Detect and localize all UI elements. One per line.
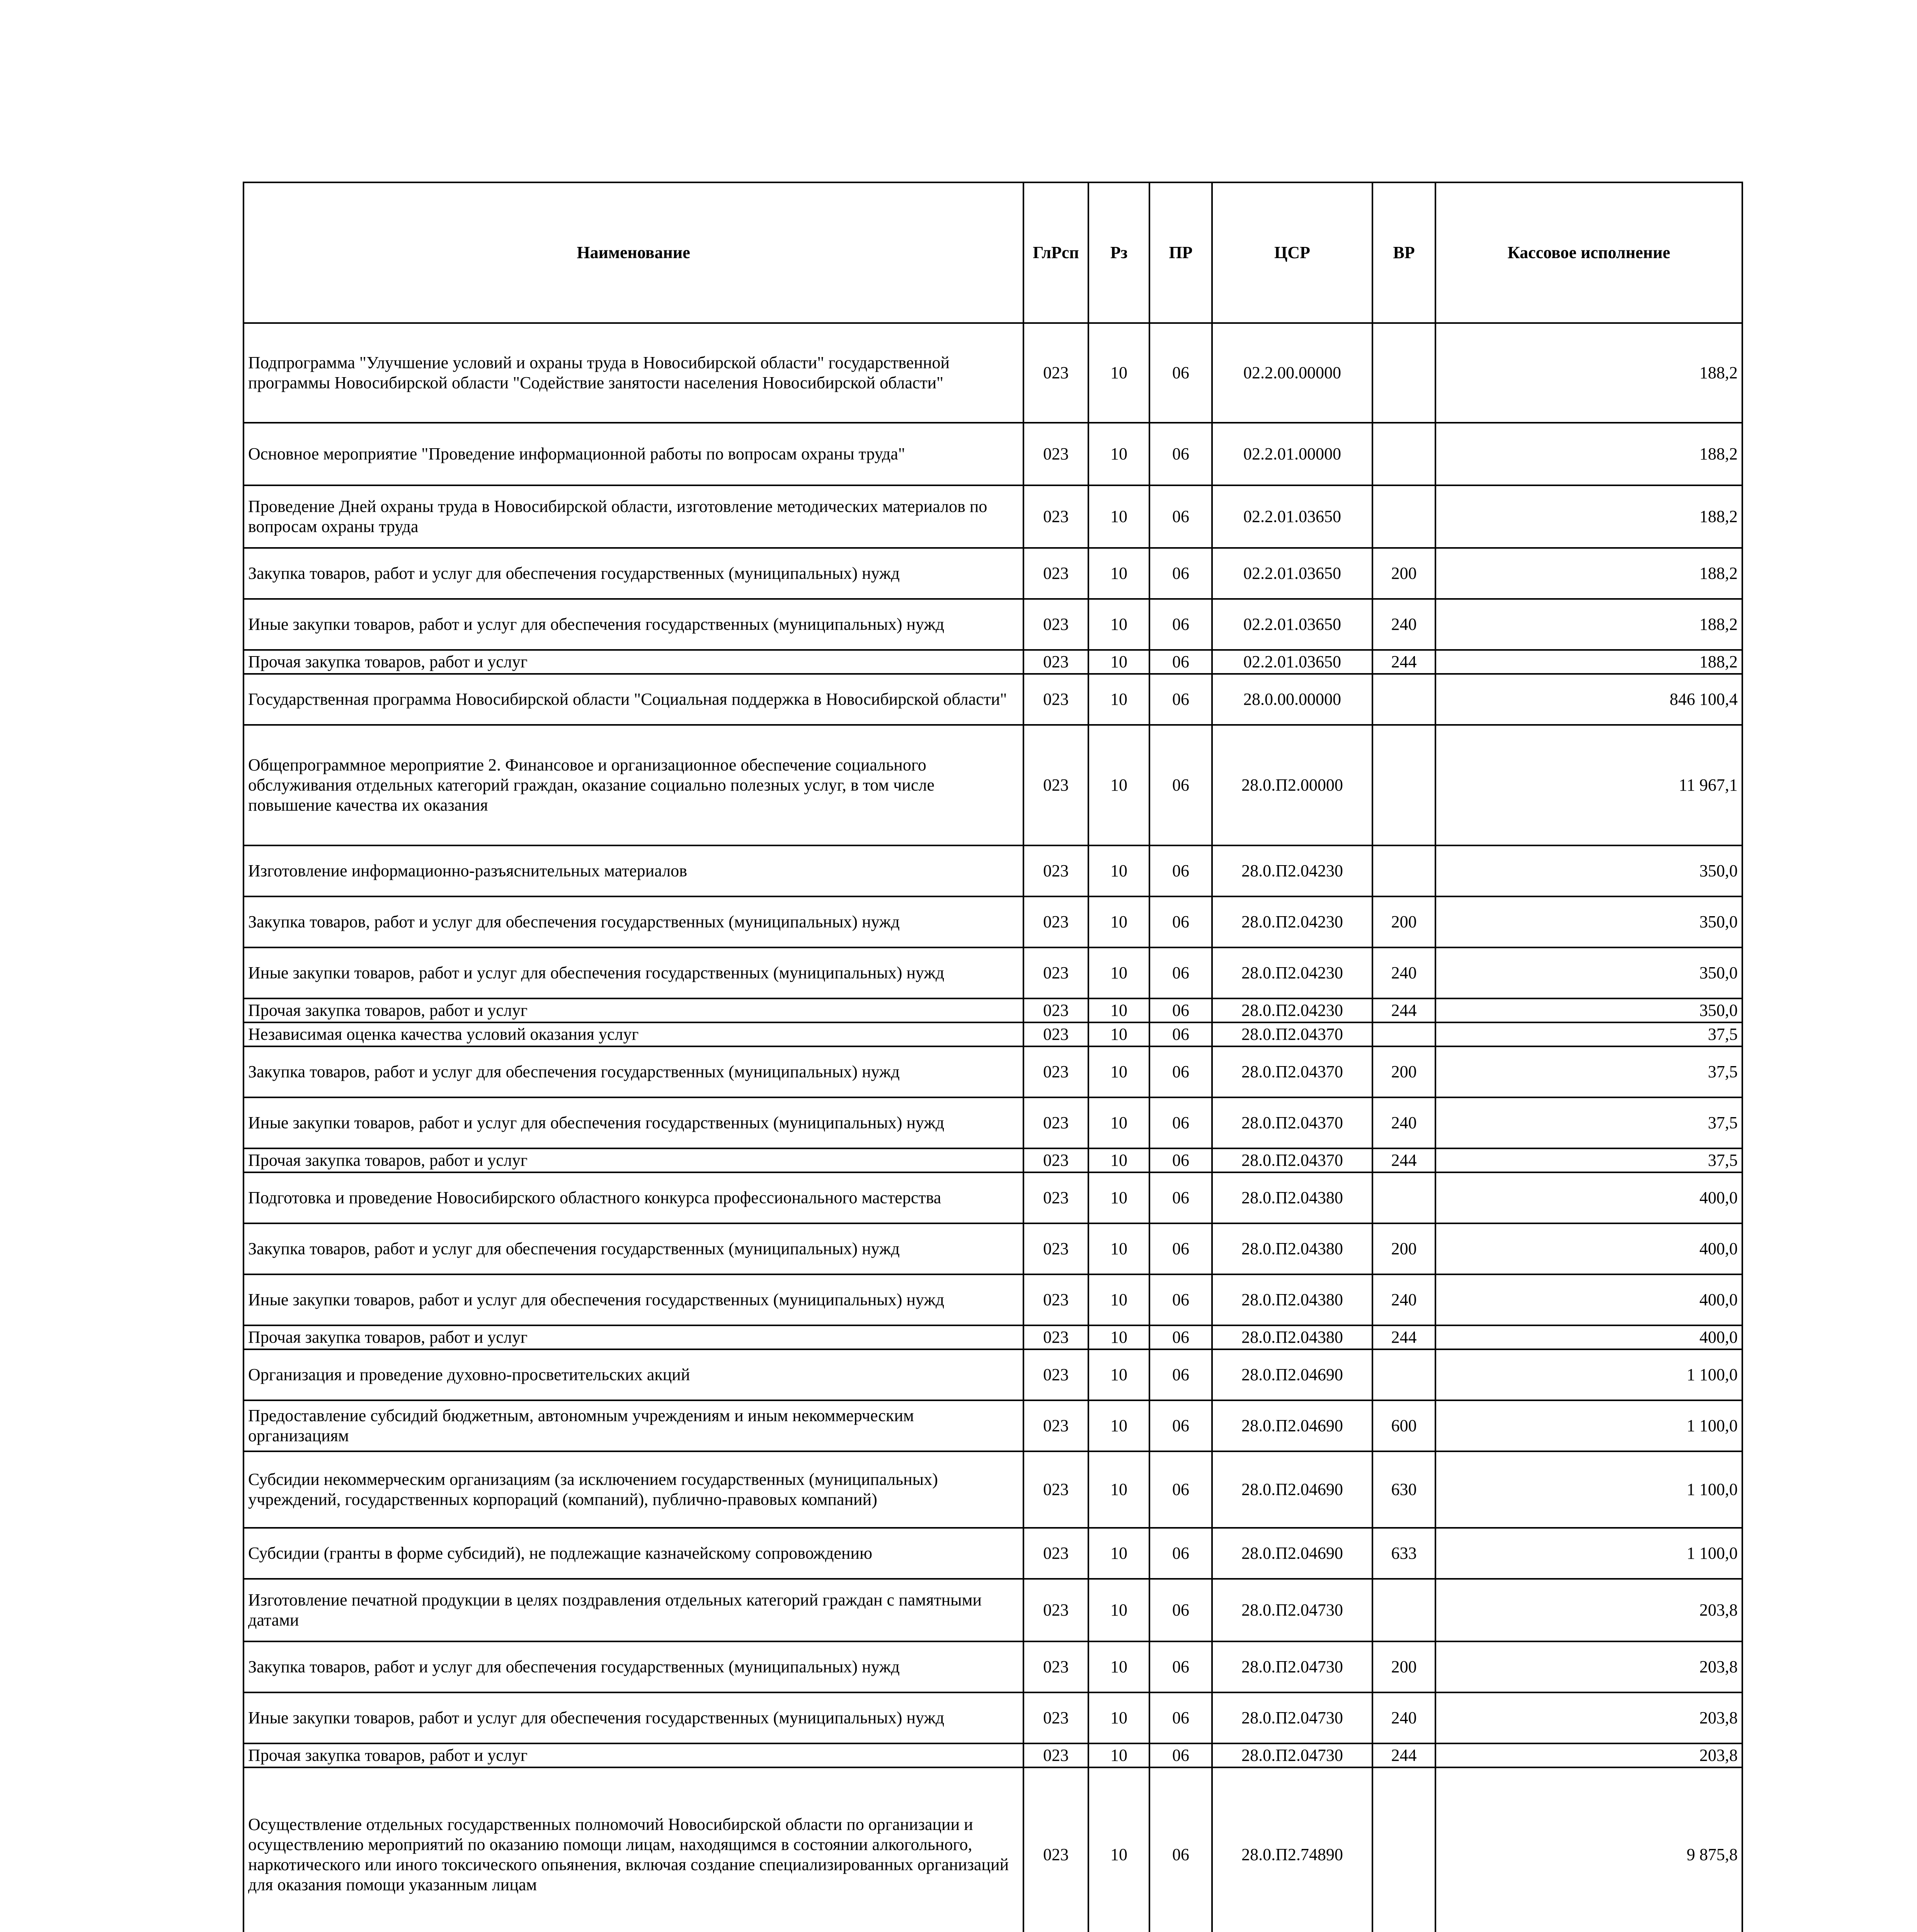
cell-vr: 244	[1372, 998, 1435, 1022]
cell-pr: 06	[1149, 423, 1212, 485]
cell-csr: 28.0.П2.04380	[1212, 1223, 1372, 1274]
cell-vr	[1372, 1022, 1435, 1046]
cell-amount: 350,0	[1435, 998, 1742, 1022]
budget-execution-table	[243, 182, 1743, 1932]
cell-csr: 28.0.П2.04730	[1212, 1743, 1372, 1767]
cell-csr: 02.2.01.03650	[1212, 485, 1372, 548]
cell-rz: 10	[1088, 998, 1149, 1022]
table-row	[243, 1743, 1742, 1767]
cell-vr	[1372, 423, 1435, 485]
cell-amount: 37,5	[1435, 1022, 1742, 1046]
cell-pr: 06	[1149, 548, 1212, 599]
cell-csr: 02.2.00.00000	[1212, 323, 1372, 423]
cell-glrsp: 023	[1023, 1022, 1088, 1046]
cell-vr: 200	[1372, 1223, 1435, 1274]
cell-glrsp: 023	[1023, 1692, 1088, 1743]
cell-name: Подпрограмма "Улучшение условий и охраны труда в Новосибирской области" государственной программы Новосибирской области "Содействие занятости населения Новосибирской области"	[243, 323, 1023, 423]
cell-vr: 240	[1372, 599, 1435, 650]
cell-glrsp: 023	[1023, 1097, 1088, 1148]
cell-amount: 400,0	[1435, 1223, 1742, 1274]
table-row	[243, 548, 1742, 599]
cell-rz: 10	[1088, 1223, 1149, 1274]
cell-rz: 10	[1088, 674, 1149, 725]
cell-glrsp: 023	[1023, 1046, 1088, 1097]
cell-glrsp: 023	[1023, 599, 1088, 650]
cell-vr: 244	[1372, 1148, 1435, 1172]
cell-csr: 28.0.П2.04380	[1212, 1274, 1372, 1325]
table-row	[243, 1022, 1742, 1046]
table-row	[243, 323, 1742, 423]
cell-pr: 06	[1149, 947, 1212, 998]
table-row	[243, 845, 1742, 896]
cell-rz: 10	[1088, 1172, 1149, 1223]
cell-csr: 28.0.П2.04370	[1212, 1046, 1372, 1097]
cell-csr: 28.0.П2.04690	[1212, 1400, 1372, 1451]
cell-pr: 06	[1149, 1349, 1212, 1400]
cell-glrsp: 023	[1023, 548, 1088, 599]
cell-name: Субсидии некоммерческим организациям (за исключением государственных (муниципальных) учреждений, государственных корпораций (компаний), публично-правовых компаний)	[243, 1451, 1023, 1528]
table-row	[243, 674, 1742, 725]
cell-glrsp: 023	[1023, 1349, 1088, 1400]
cell-name: Закупка товаров, работ и услуг для обеспечения государственных (муниципальных) нужд	[243, 1223, 1023, 1274]
cell-pr: 06	[1149, 1148, 1212, 1172]
cell-pr: 06	[1149, 1528, 1212, 1579]
table-row	[243, 650, 1742, 674]
table-row	[243, 896, 1742, 947]
cell-rz: 10	[1088, 1692, 1149, 1743]
cell-amount: 188,2	[1435, 650, 1742, 674]
cell-name: Изготовление печатной продукции в целях поздравления отдельных категорий граждан с памятными датами	[243, 1579, 1023, 1641]
cell-csr: 28.0.П2.04370	[1212, 1022, 1372, 1046]
table-row	[243, 1097, 1742, 1148]
cell-rz: 10	[1088, 1349, 1149, 1400]
cell-vr: 240	[1372, 1097, 1435, 1148]
cell-rz: 10	[1088, 548, 1149, 599]
cell-amount: 350,0	[1435, 896, 1742, 947]
cell-csr: 28.0.П2.74890	[1212, 1767, 1372, 1932]
cell-glrsp: 023	[1023, 1451, 1088, 1528]
cell-glrsp: 023	[1023, 1579, 1088, 1641]
cell-amount: 350,0	[1435, 947, 1742, 998]
cell-csr: 02.2.01.03650	[1212, 548, 1372, 599]
cell-amount: 203,8	[1435, 1579, 1742, 1641]
cell-pr: 06	[1149, 1451, 1212, 1528]
cell-glrsp: 023	[1023, 998, 1088, 1022]
cell-pr: 06	[1149, 485, 1212, 548]
cell-pr: 06	[1149, 1692, 1212, 1743]
table-header-row	[243, 182, 1742, 323]
cell-vr: 240	[1372, 1692, 1435, 1743]
cell-csr: 28.0.П2.04730	[1212, 1692, 1372, 1743]
cell-name: Закупка товаров, работ и услуг для обеспечения государственных (муниципальных) нужд	[243, 896, 1023, 947]
table-row	[243, 1400, 1742, 1451]
cell-vr: 600	[1372, 1400, 1435, 1451]
cell-amount: 1 100,0	[1435, 1528, 1742, 1579]
cell-glrsp: 023	[1023, 896, 1088, 947]
cell-rz: 10	[1088, 1579, 1149, 1641]
cell-amount: 350,0	[1435, 845, 1742, 896]
cell-csr: 02.2.01.03650	[1212, 599, 1372, 650]
cell-rz: 10	[1088, 947, 1149, 998]
cell-vr: 244	[1372, 650, 1435, 674]
cell-pr: 06	[1149, 1325, 1212, 1349]
cell-vr: 630	[1372, 1451, 1435, 1528]
cell-vr	[1372, 725, 1435, 845]
cell-vr: 240	[1372, 1274, 1435, 1325]
cell-glrsp: 023	[1023, 1223, 1088, 1274]
cell-csr: 28.0.П2.04690	[1212, 1528, 1372, 1579]
cell-name: Осуществление отдельных государственных полномочий Новосибирской области по организации и осуществлению мероприятий по оказанию помощи лицам, находящимся в состоянии алкогольного, наркотического или иного токсического опьянения, включая создание специализированных организаций для оказания помощи указанным лицам	[243, 1767, 1023, 1932]
cell-rz: 10	[1088, 423, 1149, 485]
cell-pr: 06	[1149, 1022, 1212, 1046]
cell-csr: 28.0.П2.04380	[1212, 1172, 1372, 1223]
cell-pr: 06	[1149, 896, 1212, 947]
table-row	[243, 1579, 1742, 1641]
table-row	[243, 1349, 1742, 1400]
cell-csr: 28.0.П2.04230	[1212, 896, 1372, 947]
cell-name: Изготовление информационно-разъяснительных материалов	[243, 845, 1023, 896]
cell-glrsp: 023	[1023, 1172, 1088, 1223]
cell-csr: 28.0.П2.04690	[1212, 1349, 1372, 1400]
cell-amount: 188,2	[1435, 548, 1742, 599]
cell-vr	[1372, 1172, 1435, 1223]
cell-csr: 28.0.П2.04380	[1212, 1325, 1372, 1349]
cell-rz: 10	[1088, 1767, 1149, 1932]
cell-pr: 06	[1149, 599, 1212, 650]
header-vr: ВР	[1372, 182, 1435, 323]
cell-rz: 10	[1088, 1528, 1149, 1579]
cell-csr: 28.0.П2.04370	[1212, 1097, 1372, 1148]
cell-rz: 10	[1088, 1400, 1149, 1451]
cell-name: Проведение Дней охраны труда в Новосибирской области, изготовление методических материалов по вопросам охраны труда	[243, 485, 1023, 548]
cell-pr: 06	[1149, 674, 1212, 725]
table-row	[243, 1046, 1742, 1097]
cell-name: Иные закупки товаров, работ и услуг для обеспечения государственных (муниципальных) нужд	[243, 1692, 1023, 1743]
cell-rz: 10	[1088, 1046, 1149, 1097]
table-row	[243, 1172, 1742, 1223]
table-row	[243, 1274, 1742, 1325]
cell-name: Субсидии (гранты в форме субсидий), не подлежащие казначейскому сопровождению	[243, 1528, 1023, 1579]
cell-name: Организация и проведение духовно-просветительских акций	[243, 1349, 1023, 1400]
cell-name: Основное мероприятие "Проведение информационной работы по вопросам охраны труда"	[243, 423, 1023, 485]
table-row	[243, 1148, 1742, 1172]
header-name: Наименование	[243, 182, 1023, 323]
cell-amount: 9 875,8	[1435, 1767, 1742, 1932]
cell-glrsp: 023	[1023, 674, 1088, 725]
cell-rz: 10	[1088, 1274, 1149, 1325]
cell-vr: 240	[1372, 947, 1435, 998]
cell-rz: 10	[1088, 1451, 1149, 1528]
cell-name: Общепрограммное мероприятие 2. Финансовое и организационное обеспечение социального обслуживания отдельных категорий граждан, оказание социально полезных услуг, в том числе повышение качества их оказания	[243, 725, 1023, 845]
cell-name: Предоставление субсидий бюджетным, автономным учреждениям и иным некоммерческим организациям	[243, 1400, 1023, 1451]
cell-glrsp: 023	[1023, 1743, 1088, 1767]
cell-amount: 203,8	[1435, 1641, 1742, 1692]
cell-rz: 10	[1088, 323, 1149, 423]
cell-pr: 06	[1149, 725, 1212, 845]
cell-vr: 200	[1372, 548, 1435, 599]
cell-vr	[1372, 323, 1435, 423]
table-row	[243, 423, 1742, 485]
cell-name: Иные закупки товаров, работ и услуг для обеспечения государственных (муниципальных) нужд	[243, 1097, 1023, 1148]
header-rz: Рз	[1088, 182, 1149, 323]
header-glrsp: ГлРсп	[1023, 182, 1088, 323]
cell-csr: 28.0.П2.04690	[1212, 1451, 1372, 1528]
cell-amount: 188,2	[1435, 599, 1742, 650]
cell-glrsp: 023	[1023, 1148, 1088, 1172]
table-row	[243, 485, 1742, 548]
cell-pr: 06	[1149, 1767, 1212, 1932]
cell-rz: 10	[1088, 1097, 1149, 1148]
cell-glrsp: 023	[1023, 650, 1088, 674]
table-row	[243, 1692, 1742, 1743]
cell-rz: 10	[1088, 845, 1149, 896]
table-body	[243, 323, 1742, 1932]
cell-glrsp: 023	[1023, 1528, 1088, 1579]
cell-amount: 188,2	[1435, 485, 1742, 548]
cell-csr: 28.0.П2.04370	[1212, 1148, 1372, 1172]
cell-pr: 06	[1149, 1641, 1212, 1692]
cell-csr: 28.0.П2.04230	[1212, 845, 1372, 896]
cell-rz: 10	[1088, 650, 1149, 674]
cell-rz: 10	[1088, 1641, 1149, 1692]
table-row	[243, 998, 1742, 1022]
cell-rz: 10	[1088, 1743, 1149, 1767]
cell-amount: 1 100,0	[1435, 1349, 1742, 1400]
cell-vr: 244	[1372, 1325, 1435, 1349]
cell-vr: 633	[1372, 1528, 1435, 1579]
cell-glrsp: 023	[1023, 1400, 1088, 1451]
cell-vr: 244	[1372, 1743, 1435, 1767]
table-row	[243, 1451, 1742, 1528]
cell-glrsp: 023	[1023, 845, 1088, 896]
cell-amount: 188,2	[1435, 323, 1742, 423]
table-row	[243, 1528, 1742, 1579]
cell-rz: 10	[1088, 896, 1149, 947]
header-amount: Кассовое исполнение	[1435, 182, 1742, 323]
cell-rz: 10	[1088, 1325, 1149, 1349]
cell-rz: 10	[1088, 485, 1149, 548]
cell-name: Иные закупки товаров, работ и услуг для обеспечения государственных (муниципальных) нужд	[243, 947, 1023, 998]
cell-glrsp: 023	[1023, 423, 1088, 485]
cell-name: Иные закупки товаров, работ и услуг для обеспечения государственных (муниципальных) нужд	[243, 1274, 1023, 1325]
cell-pr: 06	[1149, 1046, 1212, 1097]
cell-amount: 203,8	[1435, 1743, 1742, 1767]
cell-name: Прочая закупка товаров, работ и услуг	[243, 1325, 1023, 1349]
cell-csr: 28.0.П2.04230	[1212, 998, 1372, 1022]
header-csr: ЦСР	[1212, 182, 1372, 323]
cell-name: Закупка товаров, работ и услуг для обеспечения государственных (муниципальных) нужд	[243, 1046, 1023, 1097]
cell-pr: 06	[1149, 650, 1212, 674]
cell-rz: 10	[1088, 1022, 1149, 1046]
cell-pr: 06	[1149, 1743, 1212, 1767]
cell-vr	[1372, 1767, 1435, 1932]
cell-vr	[1372, 845, 1435, 896]
cell-amount: 188,2	[1435, 423, 1742, 485]
cell-rz: 10	[1088, 725, 1149, 845]
cell-name: Закупка товаров, работ и услуг для обеспечения государственных (муниципальных) нужд	[243, 548, 1023, 599]
cell-glrsp: 023	[1023, 485, 1088, 548]
cell-pr: 06	[1149, 1223, 1212, 1274]
cell-csr: 02.2.01.00000	[1212, 423, 1372, 485]
cell-csr: 28.0.П2.04730	[1212, 1641, 1372, 1692]
cell-amount: 37,5	[1435, 1148, 1742, 1172]
cell-pr: 06	[1149, 1579, 1212, 1641]
cell-amount: 1 100,0	[1435, 1451, 1742, 1528]
cell-vr	[1372, 1349, 1435, 1400]
cell-csr: 28.0.П2.00000	[1212, 725, 1372, 845]
cell-pr: 06	[1149, 845, 1212, 896]
cell-pr: 06	[1149, 323, 1212, 423]
cell-csr: 02.2.01.03650	[1212, 650, 1372, 674]
cell-pr: 06	[1149, 1097, 1212, 1148]
cell-amount: 400,0	[1435, 1172, 1742, 1223]
cell-amount: 11 967,1	[1435, 725, 1742, 845]
table-row	[243, 947, 1742, 998]
table-row	[243, 1223, 1742, 1274]
table-row	[243, 1767, 1742, 1932]
cell-vr	[1372, 674, 1435, 725]
cell-csr: 28.0.П2.04230	[1212, 947, 1372, 998]
cell-pr: 06	[1149, 1274, 1212, 1325]
cell-vr: 200	[1372, 1046, 1435, 1097]
cell-vr	[1372, 1579, 1435, 1641]
cell-amount: 400,0	[1435, 1274, 1742, 1325]
cell-glrsp: 023	[1023, 725, 1088, 845]
cell-vr: 200	[1372, 896, 1435, 947]
table-row	[243, 1325, 1742, 1349]
cell-name: Прочая закупка товаров, работ и услуг	[243, 998, 1023, 1022]
cell-name: Прочая закупка товаров, работ и услуг	[243, 650, 1023, 674]
cell-name: Прочая закупка товаров, работ и услуг	[243, 1743, 1023, 1767]
cell-amount: 1 100,0	[1435, 1400, 1742, 1451]
cell-glrsp: 023	[1023, 323, 1088, 423]
cell-glrsp: 023	[1023, 1325, 1088, 1349]
cell-name: Иные закупки товаров, работ и услуг для обеспечения государственных (муниципальных) нужд	[243, 599, 1023, 650]
cell-pr: 06	[1149, 1172, 1212, 1223]
cell-pr: 06	[1149, 1400, 1212, 1451]
cell-amount: 203,8	[1435, 1692, 1742, 1743]
cell-name: Подготовка и проведение Новосибирского областного конкурса профессионального мастерства	[243, 1172, 1023, 1223]
cell-amount: 400,0	[1435, 1325, 1742, 1349]
table-row	[243, 1641, 1742, 1692]
table-row	[243, 599, 1742, 650]
cell-rz: 10	[1088, 599, 1149, 650]
cell-rz: 10	[1088, 1148, 1149, 1172]
cell-glrsp: 023	[1023, 1641, 1088, 1692]
cell-amount: 37,5	[1435, 1046, 1742, 1097]
cell-name: Государственная программа Новосибирской области "Социальная поддержка в Новосибирской области"	[243, 674, 1023, 725]
cell-vr: 200	[1372, 1641, 1435, 1692]
cell-glrsp: 023	[1023, 947, 1088, 998]
header-pr: ПР	[1149, 182, 1212, 323]
cell-vr	[1372, 485, 1435, 548]
cell-name: Закупка товаров, работ и услуг для обеспечения государственных (муниципальных) нужд	[243, 1641, 1023, 1692]
cell-csr: 28.0.00.00000	[1212, 674, 1372, 725]
cell-name: Независимая оценка качества условий оказания услуг	[243, 1022, 1023, 1046]
cell-glrsp: 023	[1023, 1767, 1088, 1932]
table-row	[243, 725, 1742, 845]
cell-glrsp: 023	[1023, 1274, 1088, 1325]
cell-csr: 28.0.П2.04730	[1212, 1579, 1372, 1641]
cell-amount: 37,5	[1435, 1097, 1742, 1148]
cell-amount: 846 100,4	[1435, 674, 1742, 725]
cell-pr: 06	[1149, 998, 1212, 1022]
cell-name: Прочая закупка товаров, работ и услуг	[243, 1148, 1023, 1172]
